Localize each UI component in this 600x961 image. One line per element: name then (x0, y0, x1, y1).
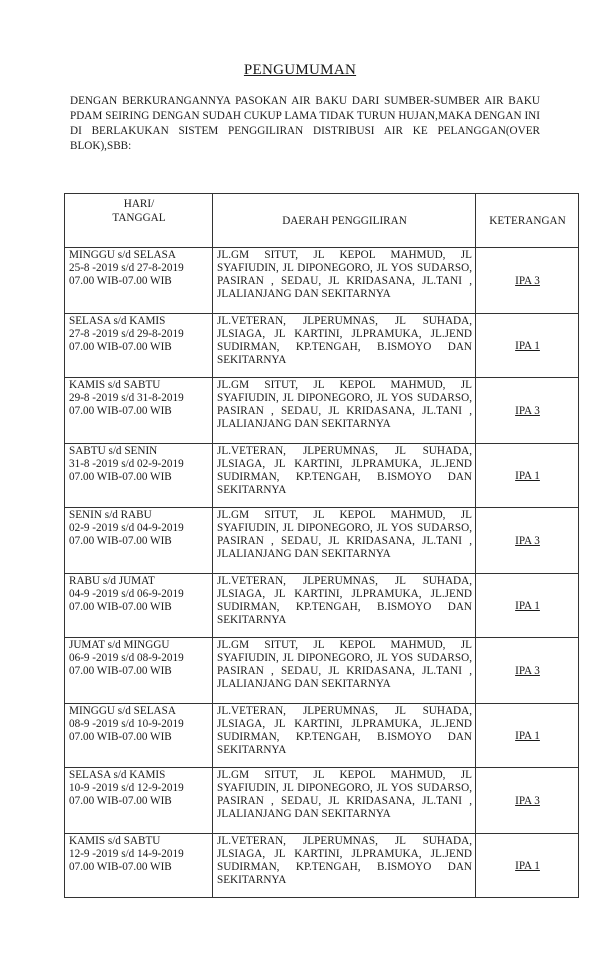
area-cell: JL.VETERAN, JLPERUMNAS, JL SUHADA, JLSIAGA, JL KARTINI, JLPRAMUKA, JL.JEND SUDIRMAN, KP.TENGAH, B.ISMOYO DAN SEKITARNYA (213, 444, 476, 508)
note-cell (476, 508, 579, 574)
note-cell (476, 638, 579, 704)
area-cell: JL.GM SITUT, JL KEPOL MAHMUD, JL SYAFIUDIN, JL DIPONEGORO, JL YOS SUDARSO, PASIRAN , SEDAU, JL KRIDASANA, JL.TANI , JLALIANJANG DAN SEKITARNYA (213, 378, 476, 444)
table-row (65, 444, 579, 508)
time-range: 07.00 WIB-07.00 WIB (69, 861, 172, 873)
day-cell (65, 508, 213, 574)
header-date-label: TANGGAL (112, 212, 166, 224)
table-row (65, 314, 579, 378)
page-title: PENGUMUMAN (243, 62, 357, 78)
header-day-date (65, 194, 213, 248)
table-header-row (65, 194, 579, 248)
day-range: KAMIS s/d SABTU (69, 835, 161, 847)
note-cell (476, 574, 579, 638)
day-range: SELASA s/d KAMIS (69, 769, 166, 781)
table-row (65, 378, 579, 444)
day-cell (65, 378, 213, 444)
note-value: IPA 3 (515, 405, 540, 417)
note-value: IPA 1 (515, 470, 540, 482)
note-value: IPA 1 (515, 860, 540, 872)
day-cell (65, 574, 213, 638)
date-range: 04-9 -2019 s/d 06-9-2019 (69, 588, 184, 600)
area-cell: JL.VETERAN, JLPERUMNAS, JL SUHADA, JLSIAGA, JL KARTINI, JLPRAMUKA, JL.JEND SUDIRMAN, KP.TENGAH, B.ISMOYO DAN SEKITARNYA (213, 704, 476, 768)
note-value: IPA 1 (515, 600, 540, 612)
note-cell (476, 834, 579, 898)
schedule-table (64, 193, 579, 898)
date-range: 10-9 -2019 s/d 12-9-2019 (69, 782, 184, 794)
day-range: SELASA s/d KAMIS (69, 315, 166, 327)
table-row (65, 508, 579, 574)
table-row (65, 768, 579, 834)
day-cell (65, 768, 213, 834)
day-range: JUMAT s/d MINGGU (69, 639, 170, 651)
note-cell (476, 704, 579, 768)
note-value: IPA 1 (515, 340, 540, 352)
table-row (65, 248, 579, 314)
day-cell (65, 834, 213, 898)
table-row (65, 638, 579, 704)
area-cell: JL.VETERAN, JLPERUMNAS, JL SUHADA, JLSIAGA, JL KARTINI, JLPRAMUKA, JL.JEND SUDIRMAN, KP.TENGAH, B.ISMOYO DAN SEKITARNYA (213, 314, 476, 378)
day-range: MINGGU s/d SELASA (69, 705, 176, 717)
area-cell: JL.VETERAN, JLPERUMNAS, JL SUHADA, JLSIAGA, JL KARTINI, JLPRAMUKA, JL.JEND SUDIRMAN, KP.TENGAH, B.ISMOYO DAN SEKITARNYA (213, 574, 476, 638)
day-cell (65, 704, 213, 768)
day-cell (65, 444, 213, 508)
note-value: IPA 3 (515, 535, 540, 547)
note-cell (476, 314, 579, 378)
day-range: RABU s/d JUMAT (69, 575, 155, 587)
date-range: 12-9 -2019 s/d 14-9-2019 (69, 848, 184, 860)
date-range: 27-8 -2019 s/d 29-8-2019 (69, 328, 184, 340)
date-range: 29-8 -2019 s/d 31-8-2019 (69, 392, 184, 404)
note-cell (476, 378, 579, 444)
note-value: IPA 3 (515, 795, 540, 807)
day-range: KAMIS s/d SABTU (69, 379, 161, 391)
note-cell (476, 444, 579, 508)
note-cell (476, 248, 579, 314)
time-range: 07.00 WIB-07.00 WIB (69, 601, 172, 613)
note-value: IPA 3 (515, 275, 540, 287)
day-range: SABTU s/d SENIN (69, 445, 158, 457)
date-range: 25-8 -2019 s/d 27-8-2019 (69, 262, 184, 274)
day-cell (65, 638, 213, 704)
date-range: 31-8 -2019 s/d 02-9-2019 (69, 458, 184, 470)
time-range: 07.00 WIB-07.00 WIB (69, 341, 172, 353)
note-value: IPA 1 (515, 730, 540, 742)
day-cell (65, 248, 213, 314)
table-row (65, 834, 579, 898)
intro-paragraph: DENGAN BERKURANGANNYA PASOKAN AIR BAKU DARI SUMBER-SUMBER AIR BAKU PDAM SEIRING DENGAN SUDAH CUKUP LAMA TIDAK TURUN HUJAN,MAKA DENGAN INI DI BERLAKUKAN SISTEM PENGGILIRAN DISTRIBUSI AIR KE PELANGGAN(OVER BLOK),SBB: (70, 95, 540, 152)
time-range: 07.00 WIB-07.00 WIB (69, 535, 172, 547)
time-range: 07.00 WIB-07.00 WIB (69, 795, 172, 807)
header-note: KETERANGAN (476, 194, 579, 248)
note-value: IPA 3 (515, 665, 540, 677)
date-range: 06-9 -2019 s/d 08-9-2019 (69, 652, 184, 664)
day-range: SENIN s/d RABU (69, 509, 152, 521)
note-cell (476, 768, 579, 834)
date-range: 08-9 -2019 s/d 10-9-2019 (69, 718, 184, 730)
table-row (65, 704, 579, 768)
area-cell: JL.GM SITUT, JL KEPOL MAHMUD, JL SYAFIUDIN, JL DIPONEGORO, JL YOS SUDARSO, PASIRAN , SEDAU, JL KRIDASANA, JL.TANI , JLALIANJANG DAN SEKITARNYA (213, 508, 476, 574)
area-cell: JL.GM SITUT, JL KEPOL MAHMUD, JL SYAFIUDIN, JL DIPONEGORO, JL YOS SUDARSO, PASIRAN , SEDAU, JL KRIDASANA, JL.TANI , JLALIANJANG DAN SEKITARNYA (213, 768, 476, 834)
time-range: 07.00 WIB-07.00 WIB (69, 471, 172, 483)
area-cell: JL.GM SITUT, JL KEPOL MAHMUD, JL SYAFIUDIN, JL DIPONEGORO, JL YOS SUDARSO, PASIRAN , SEDAU, JL KRIDASANA, JL.TANI , JLALIANJANG DAN SEKITARNYA (213, 638, 476, 704)
time-range: 07.00 WIB-07.00 WIB (69, 731, 172, 743)
day-cell (65, 314, 213, 378)
area-cell: JL.GM SITUT, JL KEPOL MAHMUD, JL SYAFIUDIN, JL DIPONEGORO, JL YOS SUDARSO, PASIRAN , SEDAU, JL KRIDASANA, JL.TANI , JLALIANJANG DAN SEKITARNYA (213, 248, 476, 314)
day-range: MINGGU s/d SELASA (69, 249, 176, 261)
header-area: DAERAH PENGGILIRAN (213, 194, 476, 248)
header-day-label: HARI/ (123, 198, 155, 210)
date-range: 02-9 -2019 s/d 04-9-2019 (69, 522, 184, 534)
time-range: 07.00 WIB-07.00 WIB (69, 275, 172, 287)
time-range: 07.00 WIB-07.00 WIB (69, 665, 172, 677)
time-range: 07.00 WIB-07.00 WIB (69, 405, 172, 417)
area-cell: JL.VETERAN, JLPERUMNAS, JL SUHADA, JLSIAGA, JL KARTINI, JLPRAMUKA, JL.JEND SUDIRMAN, KP.TENGAH, B.ISMOYO DAN SEKITARNYA (213, 834, 476, 898)
table-row (65, 574, 579, 638)
